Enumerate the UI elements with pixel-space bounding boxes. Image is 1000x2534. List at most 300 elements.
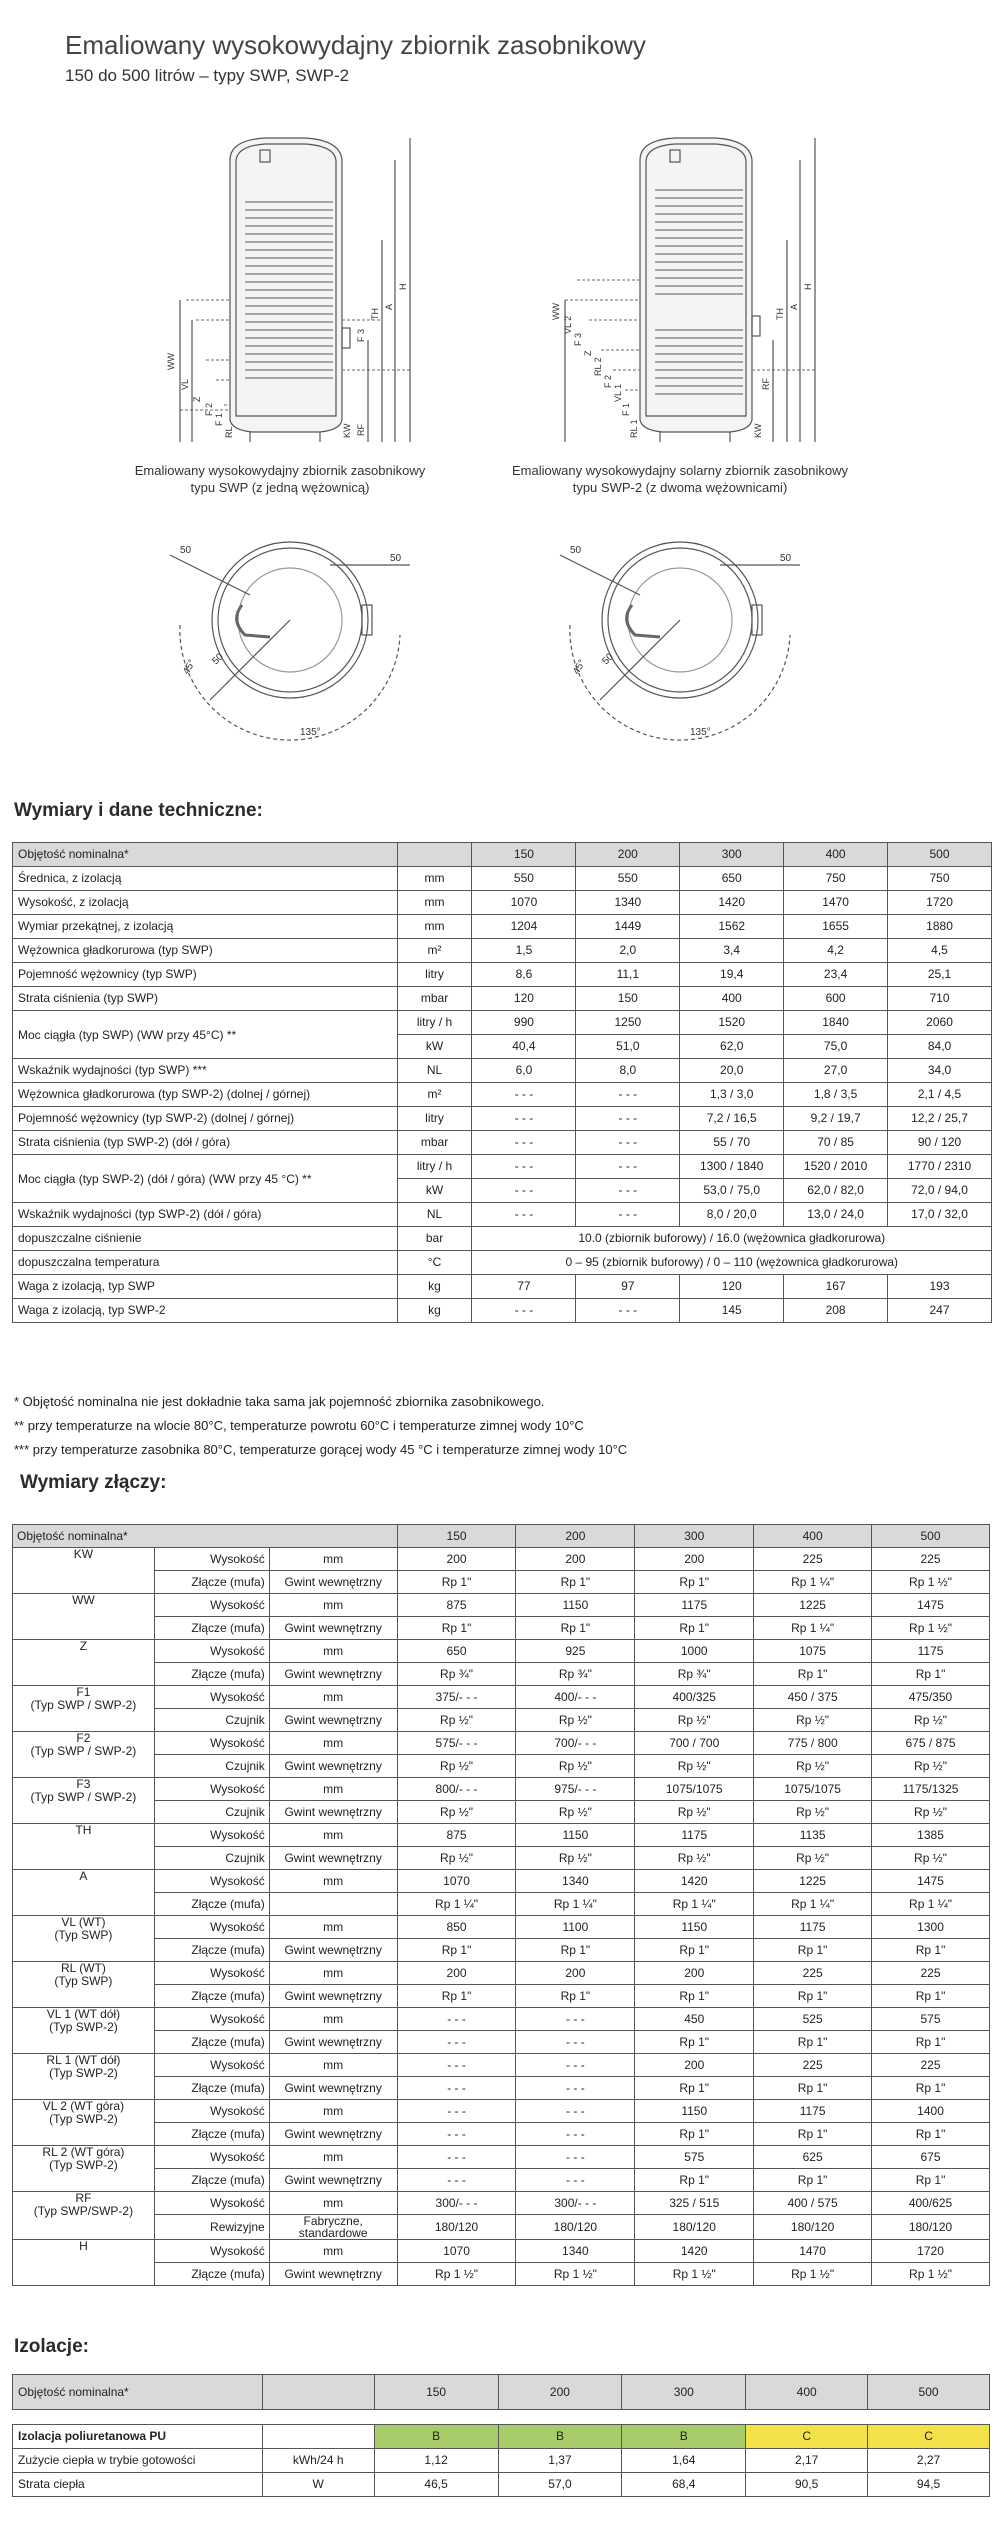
value-cell: 208	[784, 1299, 888, 1323]
swp2-side-drawing	[515, 120, 845, 450]
header-cell: 500	[888, 843, 992, 867]
attribute-label: Złącze (mufa)	[154, 2123, 269, 2146]
value-cell: 167	[784, 1275, 888, 1299]
spacer-cell	[262, 2410, 374, 2425]
unit-cell: mm	[269, 1594, 397, 1617]
attribute-label: Wysokość	[154, 1594, 269, 1617]
header-cell: 500	[868, 2375, 990, 2410]
value-cell: Rp ¾"	[397, 1663, 516, 1686]
value-cell: Rp 1"	[635, 2077, 754, 2100]
class-badge: C	[868, 2425, 990, 2449]
spacer-cell	[13, 2410, 263, 2425]
connection-name-line: RL 2 (WT góra)	[42, 2145, 125, 2159]
attribute-label: Złącze (mufa)	[154, 2263, 269, 2286]
value-cell: 94,5	[868, 2473, 990, 2497]
spacer-cell	[374, 2410, 498, 2425]
value-cell: 1075	[754, 1640, 872, 1663]
value-cell: - - -	[472, 1131, 576, 1155]
value-cell: 575/- - -	[397, 1732, 516, 1755]
section-heading-connections: Wymiary złączy:	[20, 1472, 167, 1493]
value-cell: 2,0	[576, 939, 680, 963]
table-row	[13, 915, 992, 939]
unit-cell: mm	[269, 1686, 397, 1709]
value-cell: 1420	[635, 1870, 754, 1893]
value-cell: 11,1	[576, 963, 680, 987]
value-cell: - - -	[576, 1155, 680, 1179]
label-rf: RF	[356, 424, 366, 436]
row-label: Strata ciepła	[13, 2473, 263, 2497]
header-label: Objętość nominalna*	[13, 843, 398, 867]
value-cell: - - -	[576, 1299, 680, 1323]
value-cell: 57,0	[498, 2473, 622, 2497]
row-label: Strata ciśnienia (typ SWP-2) (dół / góra)	[13, 1131, 398, 1155]
header-cell: 500	[872, 1525, 990, 1548]
value-cell: 1655	[784, 915, 888, 939]
value-cell: 1385	[872, 1824, 990, 1847]
value-cell: 1720	[888, 891, 992, 915]
row-label: Moc ciągła (typ SWP) (WW przy 45°C) **	[13, 1011, 398, 1059]
table-row	[13, 987, 992, 1011]
value-cell: 225	[754, 1962, 872, 1985]
unit-cell: Gwint wewnętrzny	[269, 1939, 397, 1962]
unit-cell: m²	[397, 939, 472, 963]
value-cell: Rp 1"	[397, 1571, 516, 1594]
value-cell: Rp ½"	[516, 1755, 635, 1778]
value-cell: 2,17	[746, 2449, 868, 2473]
row-label: Wymiar przekątnej, z izolacją	[13, 915, 398, 939]
label-h: H	[398, 283, 408, 290]
connection-name-line: F2	[76, 1731, 91, 1745]
value-cell: Rp 1"	[754, 2031, 872, 2054]
attribute-label: Wysokość	[154, 2146, 269, 2169]
value-cell: 1340	[516, 1870, 635, 1893]
connection-row	[13, 2169, 990, 2192]
value-cell: - - -	[397, 2100, 516, 2123]
unit-cell: litry	[397, 1107, 472, 1131]
value-cell: Rp 1"	[872, 1985, 990, 2008]
value-cell: Rp 1 ½"	[516, 2263, 635, 2286]
value-cell: 475/350	[872, 1686, 990, 1709]
value-cell: 1225	[754, 1870, 872, 1893]
unit-cell	[269, 1893, 397, 1916]
header-cell: 200	[516, 1525, 635, 1548]
value-cell: 150	[576, 987, 680, 1011]
swp-top-drawing	[150, 525, 430, 745]
value-cell: 400 / 575	[754, 2192, 872, 2215]
connection-name	[13, 2192, 155, 2240]
value-cell: 600	[784, 987, 888, 1011]
value-cell: Rp 1"	[397, 1939, 516, 1962]
value-cell: 675 / 875	[872, 1732, 990, 1755]
connection-row	[13, 1732, 990, 1755]
header-cell: 400	[784, 843, 888, 867]
value-cell: - - -	[576, 1107, 680, 1131]
value-cell: 17,0 / 32,0	[888, 1203, 992, 1227]
label2-a: A	[789, 303, 799, 310]
class-badge: B	[622, 2425, 746, 2449]
attribute-label: Wysokość	[154, 1686, 269, 1709]
value-cell: - - -	[516, 2146, 635, 2169]
unit-cell: mbar	[397, 987, 472, 1011]
value-cell: 525	[754, 2008, 872, 2031]
value-cell: - - -	[516, 2169, 635, 2192]
value-cell: 1250	[576, 1011, 680, 1035]
connection-name	[13, 1916, 155, 1962]
value-cell: 1470	[784, 891, 888, 915]
value-cell: 400	[680, 987, 784, 1011]
value-cell: Rp ½"	[635, 1755, 754, 1778]
value-cell: 575	[872, 2008, 990, 2031]
value-cell: 550	[472, 867, 576, 891]
value-cell: Rp 1 ¼"	[872, 1893, 990, 1916]
table-row	[13, 1131, 992, 1155]
row-label: Wężownica gładkorurowa (typ SWP-2) (dolnej / górnej)	[13, 1083, 398, 1107]
section-heading-insulation: Izolacje:	[14, 2336, 89, 2357]
value-cell: 1880	[888, 915, 992, 939]
connection-name	[13, 1870, 155, 1916]
value-cell: 1204	[472, 915, 576, 939]
value-cell: 1,5	[472, 939, 576, 963]
row-label: Waga z izolacją, typ SWP	[13, 1275, 398, 1299]
value-cell: - - -	[397, 2054, 516, 2077]
value-cell: Rp 1 ½"	[754, 2263, 872, 2286]
value-cell: 200	[516, 1962, 635, 1985]
value-cell: Rp 1"	[754, 1663, 872, 1686]
value-cell: - - -	[397, 2008, 516, 2031]
unit-cell: Gwint wewnętrzny	[269, 2169, 397, 2192]
label-a: A	[384, 303, 394, 310]
connection-name-line: (Typ SWP)	[54, 1974, 113, 1988]
value-cell: 325 / 515	[635, 2192, 754, 2215]
header-cell: 300	[680, 843, 784, 867]
value-cell: Rp ½"	[516, 1847, 635, 1870]
value-cell: 180/120	[635, 2215, 754, 2240]
value-cell: Rp ½"	[872, 1709, 990, 1732]
footnote-3: *** przy temperaturze zasobnika 80°C, temperaturze gorącej wody 45 °C i temperaturze zimnej wody 10°C	[14, 1442, 628, 1457]
value-cell: 97	[576, 1275, 680, 1299]
swp-caption-line1: Emaliowany wysokowydajny zbiornik zasobnikowy	[134, 463, 426, 478]
value-cell: 1420	[680, 891, 784, 915]
value-cell: 1150	[516, 1824, 635, 1847]
connection-row	[13, 1686, 990, 1709]
header-cell: 400	[746, 2375, 868, 2410]
value-cell: 1150	[635, 1916, 754, 1939]
value-cell: Rp ½"	[872, 1847, 990, 1870]
value-cell: 1,12	[374, 2449, 498, 2473]
value-cell: 193	[888, 1275, 992, 1299]
unit-cell: mm	[397, 867, 472, 891]
connections-table	[12, 1524, 990, 2286]
value-cell: Rp ½"	[635, 1847, 754, 1870]
table-row	[13, 1059, 992, 1083]
value-cell: Rp ½"	[754, 1801, 872, 1824]
value-cell: - - -	[397, 2169, 516, 2192]
connection-name-line: F3	[76, 1777, 91, 1791]
value-cell: 1520 / 2010	[784, 1155, 888, 1179]
unit-cell: Gwint wewnętrzny	[269, 2263, 397, 2286]
value-cell: 180/120	[397, 2215, 516, 2240]
value-cell: 1520	[680, 1011, 784, 1035]
value-cell: 145	[680, 1299, 784, 1323]
header-cell: 150	[374, 2375, 498, 2410]
attribute-label: Wysokość	[154, 2192, 269, 2215]
value-cell: - - -	[516, 2008, 635, 2031]
connection-name-line: H	[79, 2239, 88, 2253]
label2-ww: WW	[551, 303, 561, 320]
connection-name	[13, 1824, 155, 1870]
insulation-table	[12, 2374, 990, 2497]
value-cell: 8,0	[576, 1059, 680, 1083]
unit-cell	[262, 2425, 374, 2449]
connection-row	[13, 1640, 990, 1663]
connection-row	[13, 2263, 990, 2286]
header-cell	[397, 843, 472, 867]
unit-cell: Gwint wewnętrzny	[269, 2123, 397, 2146]
unit-cell: mm	[269, 2100, 397, 2123]
page-title: Emaliowany wysokowydajny zbiornik zasobnikowy	[65, 30, 646, 60]
table-row	[13, 891, 992, 915]
value-cell: 1840	[784, 1011, 888, 1035]
value-cell: 90 / 120	[888, 1131, 992, 1155]
value-cell: 1070	[397, 2240, 516, 2263]
value-cell: Rp ¾"	[516, 1663, 635, 1686]
unit-cell: litry	[397, 963, 472, 987]
unit-cell: litry / h	[397, 1011, 472, 1035]
unit-cell: Gwint wewnętrzny	[269, 1617, 397, 1640]
unit-cell: mm	[269, 1548, 397, 1571]
attribute-label: Złącze (mufa)	[154, 1617, 269, 1640]
value-cell: Rp 1"	[635, 2169, 754, 2192]
value-cell: 1,37	[498, 2449, 622, 2473]
dim-135: 135°	[300, 727, 321, 738]
value-cell: - - -	[516, 2077, 635, 2100]
connection-row	[13, 2215, 990, 2240]
label2-rl1: RL 1	[629, 419, 639, 438]
connection-name-line: (Typ SWP / SWP-2)	[30, 1790, 137, 1804]
value-cell: Rp ½"	[754, 1755, 872, 1778]
value-cell: 1225	[754, 1594, 872, 1617]
connection-row	[13, 1571, 990, 1594]
value-cell: Rp ½"	[872, 1801, 990, 1824]
connection-row	[13, 1916, 990, 1939]
unit-cell: m²	[397, 1083, 472, 1107]
swp2-caption	[480, 462, 880, 496]
dim-50-left: 50	[180, 545, 192, 556]
value-cell: 90,5	[746, 2473, 868, 2497]
value-cell: 9,2 / 19,7	[784, 1107, 888, 1131]
value-cell: - - -	[472, 1203, 576, 1227]
value-cell: 1075/1075	[754, 1778, 872, 1801]
class-badge: B	[498, 2425, 622, 2449]
value-cell: 40,4	[472, 1035, 576, 1059]
table-row	[13, 939, 992, 963]
connection-row	[13, 2192, 990, 2215]
row-label: Pojemność wężownicy (typ SWP)	[13, 963, 398, 987]
unit-cell: NL	[397, 1203, 472, 1227]
value-cell: Rp ½"	[635, 1709, 754, 1732]
table-row	[13, 1275, 992, 1299]
label2-rl2: RL 2	[593, 357, 603, 376]
connection-name-line: (Typ SWP)	[54, 1928, 113, 1942]
value-cell: Rp 1"	[635, 1617, 754, 1640]
value-cell: 800/- - -	[397, 1778, 516, 1801]
attribute-label: Wysokość	[154, 2100, 269, 2123]
value-cell: Rp 1"	[516, 1985, 635, 2008]
value-cell: - - -	[516, 2031, 635, 2054]
value-cell: 1475	[872, 1870, 990, 1893]
value-cell: 8,0 / 20,0	[680, 1203, 784, 1227]
value-cell: 51,0	[576, 1035, 680, 1059]
value-cell: - - -	[397, 2146, 516, 2169]
value-cell: 62,0	[680, 1035, 784, 1059]
unit-cell: litry / h	[397, 1155, 472, 1179]
value-cell: 400/625	[872, 2192, 990, 2215]
value-cell: 1175	[754, 1916, 872, 1939]
value-cell: 70 / 85	[784, 1131, 888, 1155]
value-cell: 75,0	[784, 1035, 888, 1059]
value-cell: 200	[635, 2054, 754, 2077]
unit-cell: bar	[397, 1227, 472, 1251]
label2-h: H	[803, 283, 813, 290]
value-cell: 625	[754, 2146, 872, 2169]
header-cell: 150	[472, 843, 576, 867]
connection-name-line: KW	[73, 1547, 94, 1561]
unit-cell: mm	[269, 1916, 397, 1939]
dim2-50-right: 50	[780, 553, 792, 564]
value-cell: 120	[680, 1275, 784, 1299]
label-f2: F 2	[204, 402, 214, 416]
insulation-class-row	[13, 2425, 990, 2449]
value-cell: Rp ½"	[397, 1755, 516, 1778]
table-row	[13, 2449, 990, 2473]
attribute-label: Złącze (mufa)	[154, 1939, 269, 1962]
connection-name-line: TH	[75, 1823, 92, 1837]
unit-cell: mm	[269, 1870, 397, 1893]
attribute-label: Wysokość	[154, 1916, 269, 1939]
value-cell: 225	[754, 2054, 872, 2077]
value-cell: Rp 1"	[635, 1939, 754, 1962]
unit-cell: Gwint wewnętrzny	[269, 1755, 397, 1778]
value-cell: Rp 1"	[516, 1939, 635, 1962]
connection-name	[13, 1732, 155, 1778]
label-kw: KW	[342, 423, 352, 438]
connection-name	[13, 2240, 155, 2286]
value-cell: 19,4	[680, 963, 784, 987]
attribute-label: Wysokość	[154, 1870, 269, 1893]
header-label: Objętość nominalna*	[13, 1525, 398, 1548]
connection-name-line: RL (WT)	[60, 1961, 106, 1975]
connection-name-line: RF	[75, 2191, 92, 2205]
header-cell: 300	[622, 2375, 746, 2410]
value-cell: 20,0	[680, 1059, 784, 1083]
class-badge: C	[746, 2425, 868, 2449]
value-cell: 1449	[576, 915, 680, 939]
header-cell: 200	[576, 843, 680, 867]
value-cell: 990	[472, 1011, 576, 1035]
value-cell: 34,0	[888, 1059, 992, 1083]
value-cell: Rp 1"	[754, 2077, 872, 2100]
label-rl: RL	[224, 426, 234, 438]
connection-row	[13, 1663, 990, 1686]
value-cell: - - -	[516, 2123, 635, 2146]
attribute-label: Złącze (mufa)	[154, 2077, 269, 2100]
value-cell: Rp 1"	[754, 1985, 872, 2008]
value-cell: 1,64	[622, 2449, 746, 2473]
value-cell: - - -	[397, 2031, 516, 2054]
value-cell: 700/- - -	[516, 1732, 635, 1755]
value-cell: 1300	[872, 1916, 990, 1939]
value-cell: Rp 1"	[635, 2031, 754, 2054]
connection-name-line: A	[79, 1869, 88, 1883]
connection-row	[13, 1824, 990, 1847]
value-cell: Rp 1"	[635, 2123, 754, 2146]
table-row	[13, 1107, 992, 1131]
connection-row	[13, 1594, 990, 1617]
attribute-label: Rewizyjne	[154, 2215, 269, 2240]
dim-50-right: 50	[390, 553, 402, 564]
attribute-label: Wysokość	[154, 1778, 269, 1801]
label2-f2: F 2	[603, 374, 613, 388]
value-cell: 750	[888, 867, 992, 891]
value-cell: Rp 1"	[635, 1571, 754, 1594]
label2-f3: F 3	[573, 332, 583, 346]
value-cell: 650	[397, 1640, 516, 1663]
value-cell: 2060	[888, 1011, 992, 1035]
connection-row	[13, 1985, 990, 2008]
unit-cell: Fabryczne, standardowe	[269, 2215, 397, 2240]
attribute-label: Złącze (mufa)	[154, 1663, 269, 1686]
value-cell: Rp 1"	[872, 2169, 990, 2192]
value-cell: 1175	[635, 1594, 754, 1617]
attribute-label: Czujnik	[154, 1801, 269, 1824]
value-cell: 1175	[635, 1824, 754, 1847]
unit-cell: Gwint wewnętrzny	[269, 1663, 397, 1686]
value-cell: 0 – 95 (zbiornik buforowy) / 0 – 110 (wężownica gładkorurowa)	[472, 1251, 992, 1275]
unit-cell: mm	[269, 2146, 397, 2169]
value-cell: 200	[635, 1548, 754, 1571]
connection-row	[13, 1548, 990, 1571]
attribute-label: Wysokość	[154, 1640, 269, 1663]
unit-cell: kW	[397, 1179, 472, 1203]
attribute-label: Wysokość	[154, 1962, 269, 1985]
value-cell: 1562	[680, 915, 784, 939]
value-cell: 72,0 / 94,0	[888, 1179, 992, 1203]
value-cell: 1175	[754, 2100, 872, 2123]
value-cell: 12,2 / 25,7	[888, 1107, 992, 1131]
value-cell: 575	[635, 2146, 754, 2169]
swp2-caption-line2: typu SWP-2 (z dwoma wężownicami)	[572, 480, 788, 495]
connection-name-line: VL 2 (WT góra)	[42, 2099, 125, 2113]
table-row	[13, 867, 992, 891]
value-cell: Rp 1 ½"	[397, 2263, 516, 2286]
connection-name	[13, 2100, 155, 2146]
value-cell: 2,1 / 4,5	[888, 1083, 992, 1107]
value-cell: Rp 1"	[516, 1617, 635, 1640]
value-cell: 925	[516, 1640, 635, 1663]
connection-name	[13, 1778, 155, 1824]
value-cell: 84,0	[888, 1035, 992, 1059]
value-cell: Rp 1 ½"	[872, 1571, 990, 1594]
value-cell: 1300 / 1840	[680, 1155, 784, 1179]
unit-cell: Gwint wewnętrzny	[269, 1847, 397, 1870]
unit-cell: mm	[269, 2054, 397, 2077]
row-label: Waga z izolacją, typ SWP-2	[13, 1299, 398, 1323]
swp2-top-drawing	[540, 525, 820, 745]
unit-cell: mm	[397, 915, 472, 939]
value-cell: - - -	[576, 1179, 680, 1203]
connection-row	[13, 1617, 990, 1640]
value-cell: Rp ½"	[754, 1709, 872, 1732]
